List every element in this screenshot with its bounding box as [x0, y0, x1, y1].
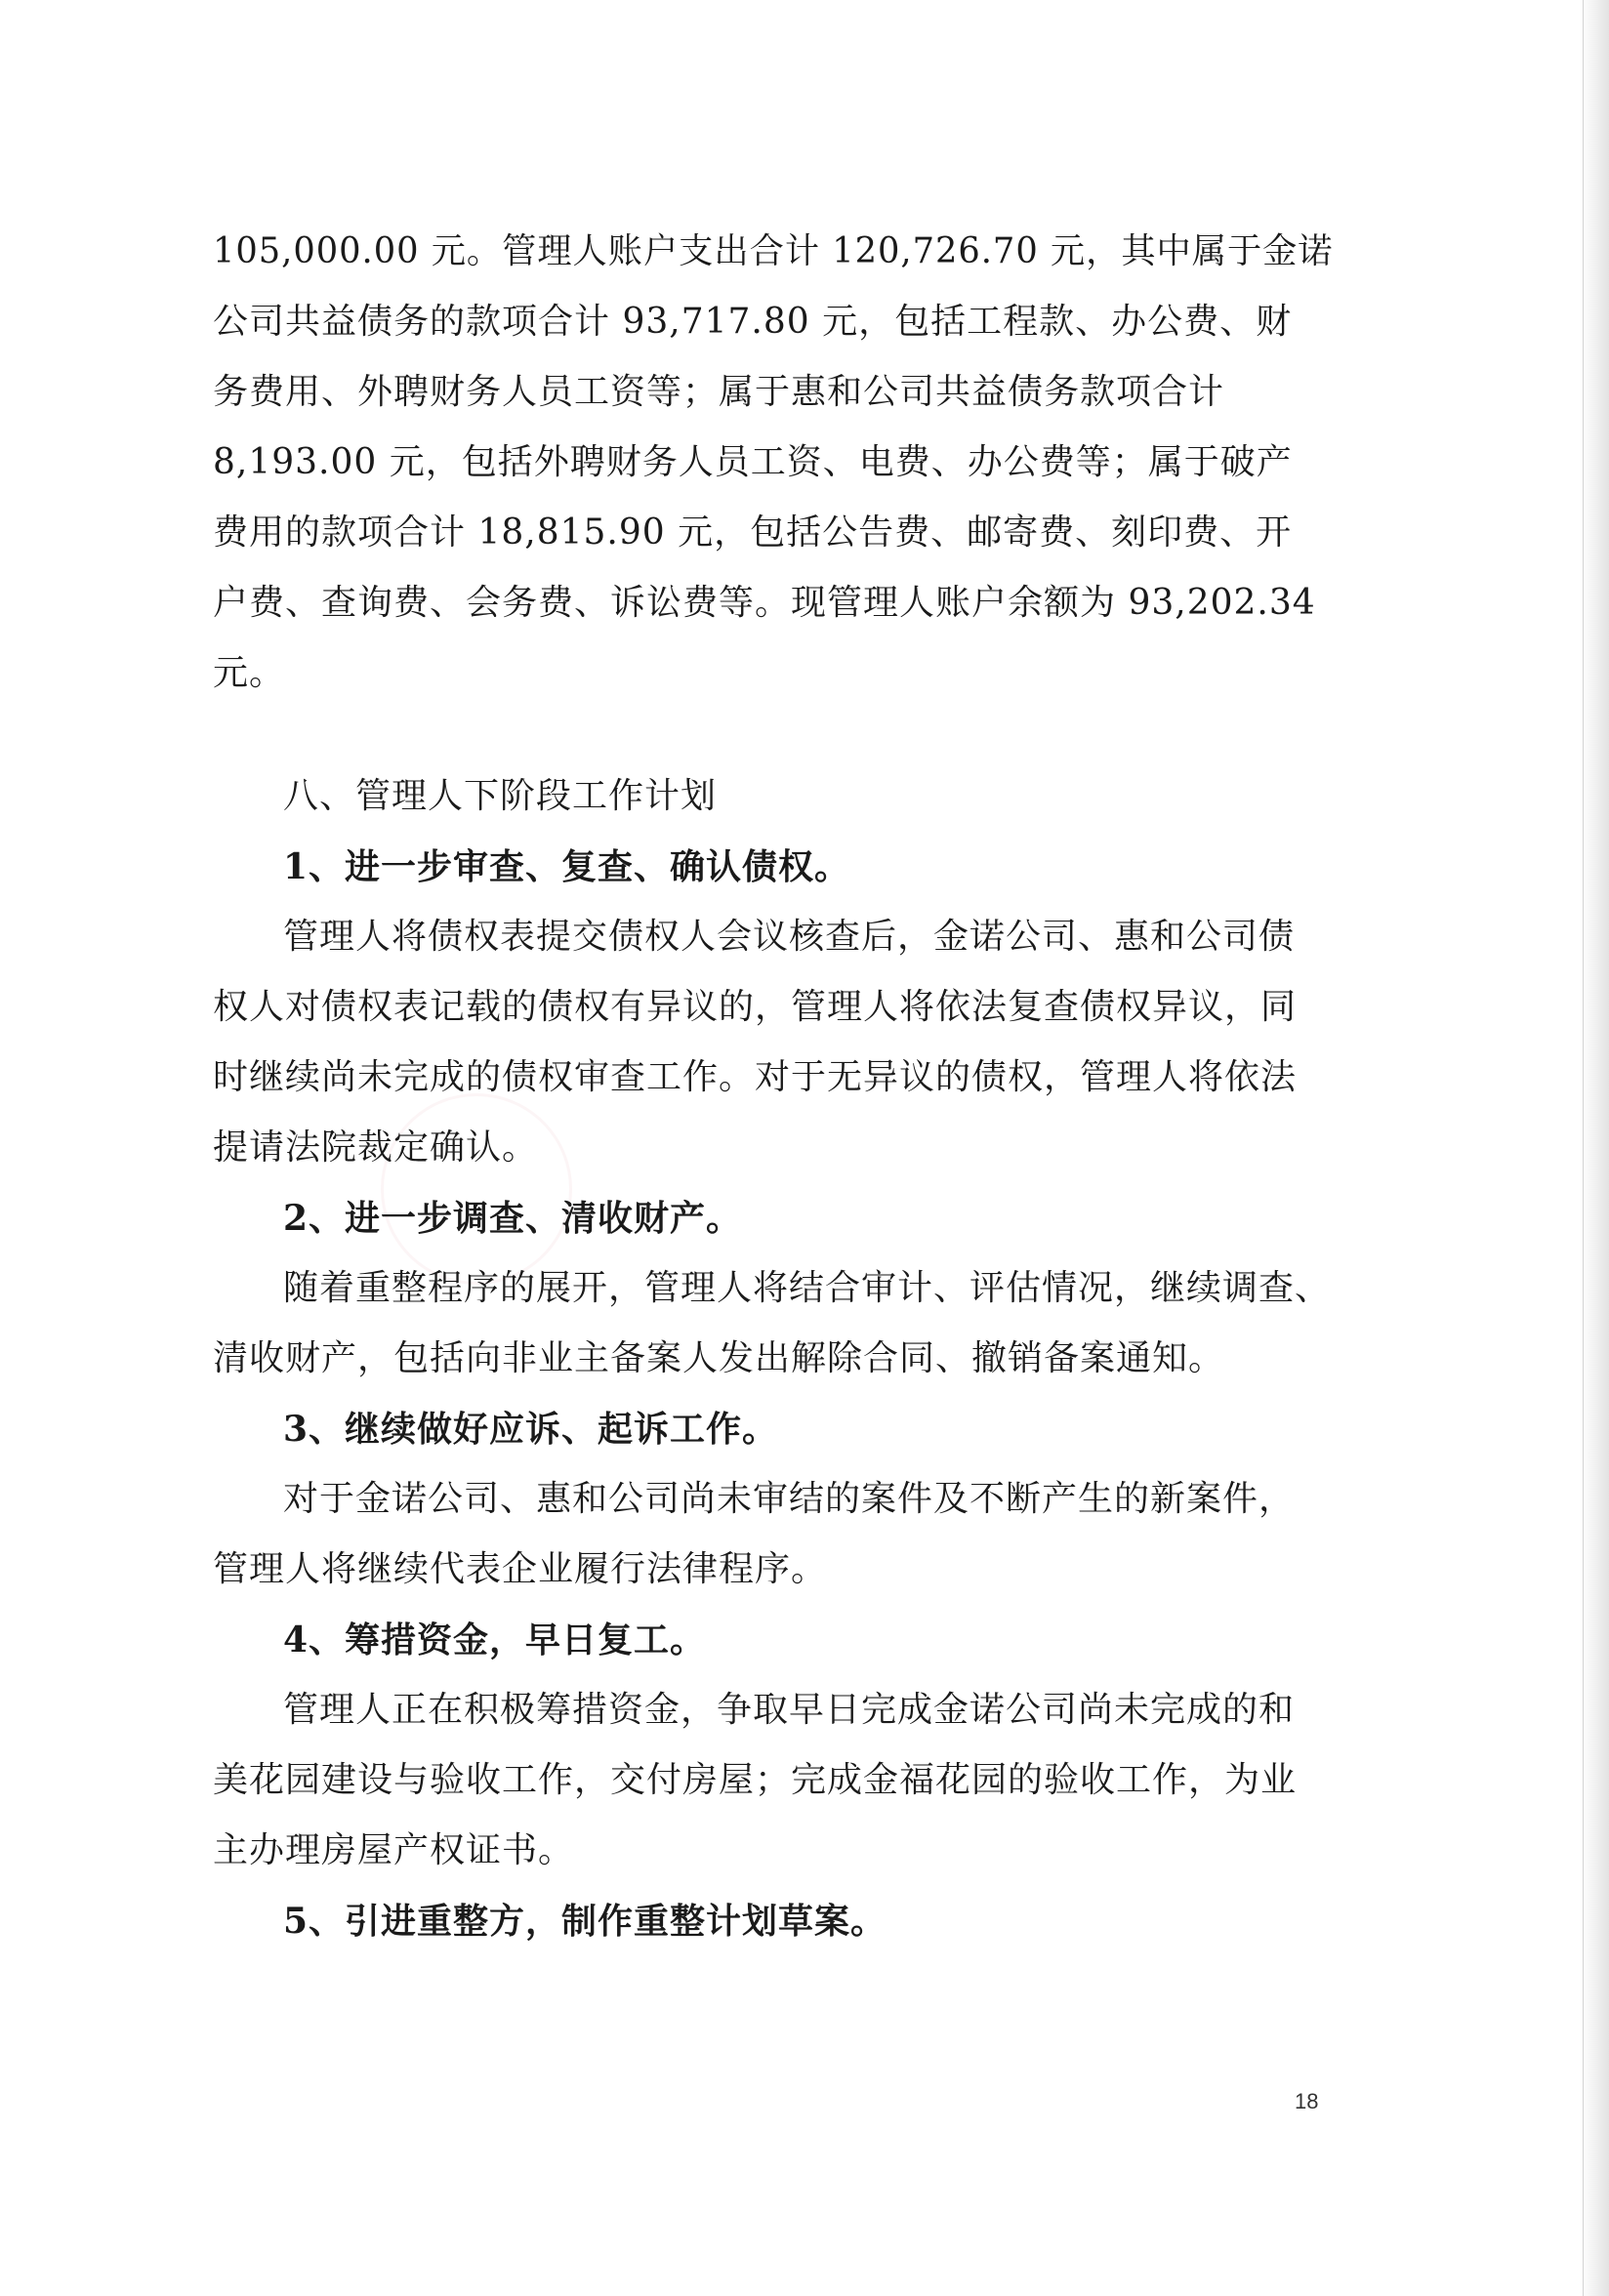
body-line: 管理人正在积极筹措资金，争取早日完成金诺公司尚未完成的和 — [283, 1690, 1296, 1730]
body-line: 提请法院裁定确认。 — [213, 1128, 539, 1168]
item-heading: 5、引进重整方，制作重整计划草案。 — [283, 1901, 887, 1942]
stamp-ghost — [381, 1093, 572, 1285]
body-line: 费用的款项合计 18,815.90 元，包括公告费、邮寄费、刻印费、开 — [213, 512, 1293, 553]
body-line: 对于金诺公司、惠和公司尚未审结的案件及不断产生的新案件， — [283, 1479, 1296, 1519]
body-line: 美花园建设与验收工作，交付房屋；完成金福花园的验收工作，为业 — [213, 1760, 1298, 1800]
body-line: 务费用、外聘财务人员工资等；属于惠和公司共益债务款项合计 — [213, 372, 1225, 412]
item-heading: 1、进一步审查、复查、确认债权。 — [283, 846, 851, 887]
item-heading: 2、进一步调查、清收财产。 — [283, 1198, 743, 1239]
scan-edge — [1582, 0, 1609, 2296]
body-line: 公司共益债务的款项合计 93,717.80 元，包括工程款、办公费、财 — [213, 302, 1293, 342]
section-heading: 八、管理人下阶段工作计划 — [283, 776, 718, 816]
body-line: 清收财产，包括向非业主备案人发出解除合同、撤销备案通知。 — [213, 1338, 1225, 1378]
page-number: 18 — [1295, 2089, 1319, 2113]
body-line: 户费、查询费、会务费、诉讼费等。现管理人账户余额为 93,202.34 — [213, 583, 1316, 623]
body-line: 随着重整程序的展开，管理人将结合审计、评估情况，继续调查、 — [283, 1268, 1332, 1308]
body-line: 主办理房屋产权证书。 — [213, 1830, 575, 1870]
body-line: 权人对债权表记载的债权有异议的，管理人将依法复查债权异议，同 — [213, 987, 1298, 1027]
body-line: 元。 — [213, 653, 286, 693]
body-line: 8,193.00 元，包括外聘财务人员工资、电费、办公费等；属于破产 — [213, 442, 1293, 482]
body-line: 管理人将继续代表企业履行法律程序。 — [213, 1549, 828, 1589]
scan-edge-line — [1583, 0, 1584, 2296]
item-heading: 3、继续做好应诉、起诉工作。 — [283, 1409, 779, 1450]
body-line: 105,000.00 元。管理人账户支出合计 120,726.70 元，其中属于金诺 — [213, 231, 1334, 271]
body-line: 管理人将债权表提交债权人会议核查后，金诺公司、惠和公司债 — [283, 917, 1296, 957]
body-line: 时继续尚未完成的债权审查工作。对于无异议的债权，管理人将依法 — [213, 1057, 1298, 1097]
item-heading: 4、筹措资金，早日复工。 — [283, 1620, 707, 1660]
